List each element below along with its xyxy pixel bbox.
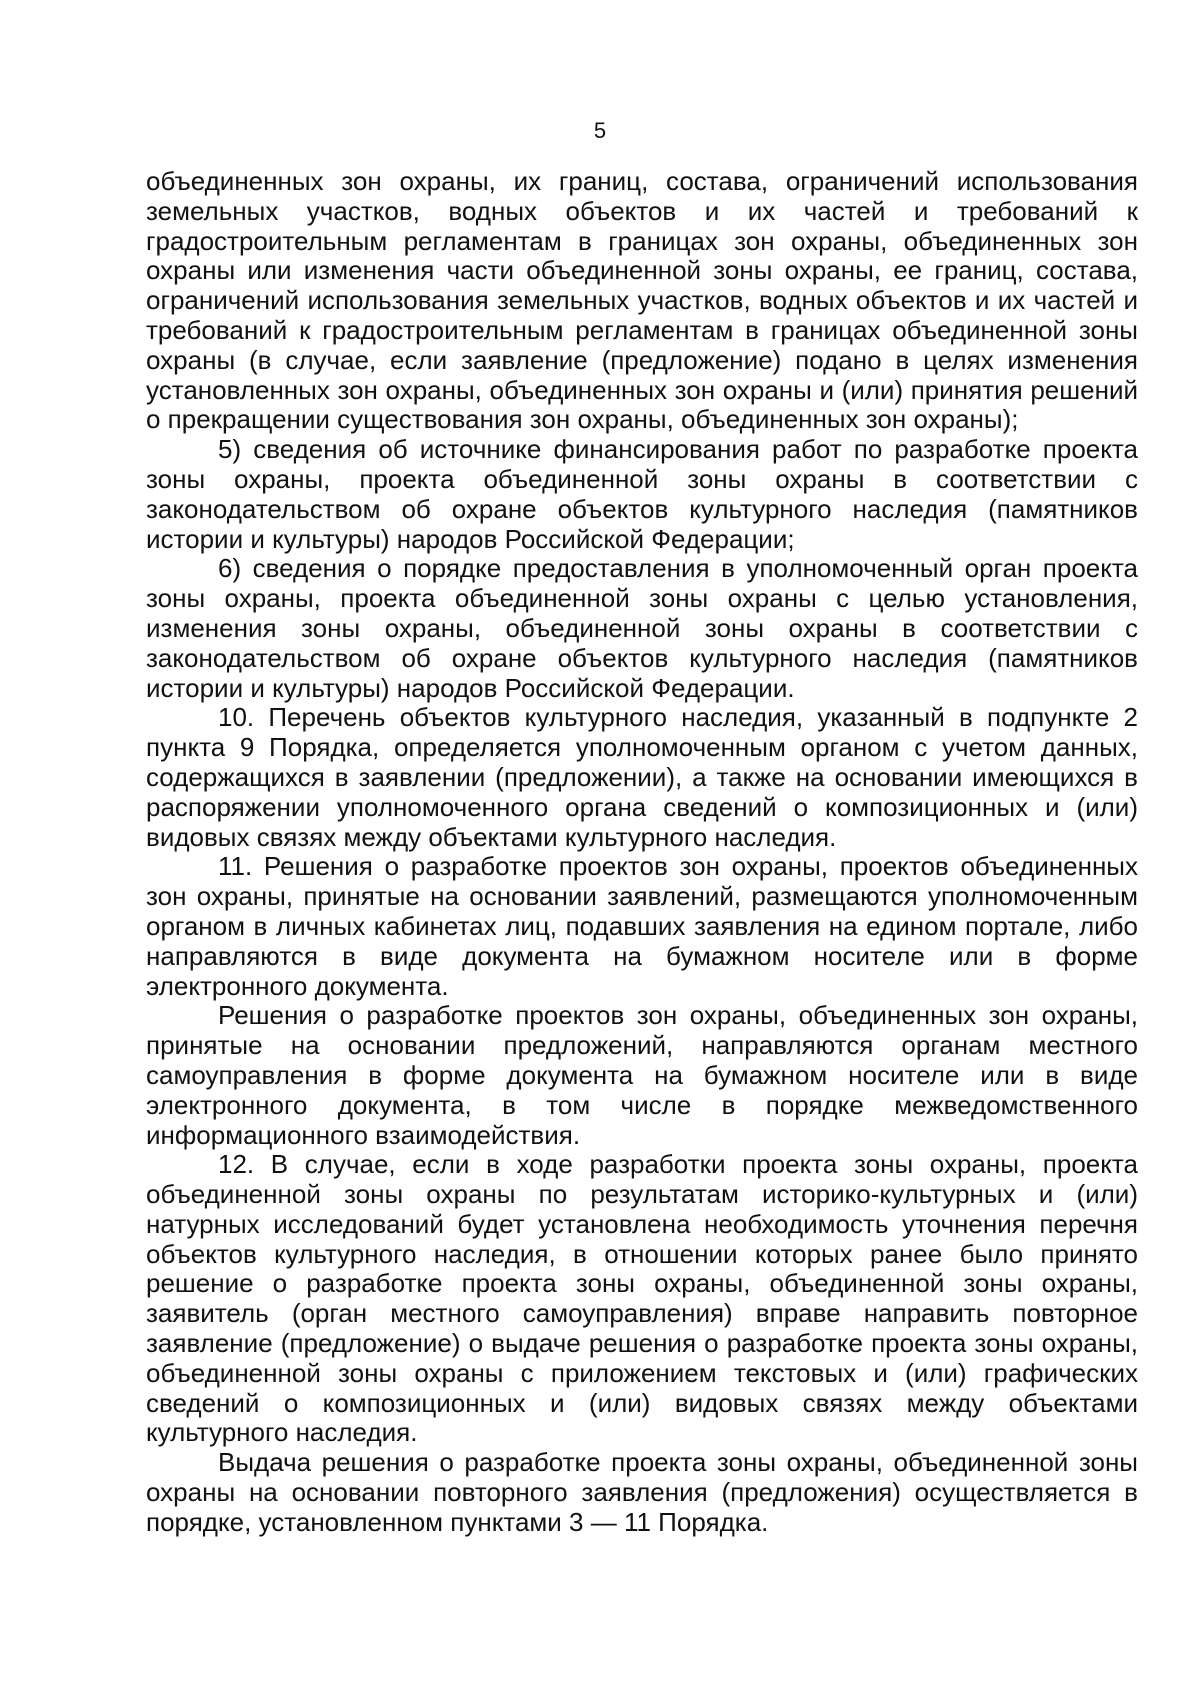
paragraph-item-6: 6) сведения о порядке предоставления в уполномоченный орган проекта зоны охраны, проекта объединенной зоны охраны с целью установления, изменения зоны охраны, объединенной зоны охраны в соответствии с законодательством об охране объектов культурного наследия (памятников истории и культуры) народов Российской Федерации.: [146, 553, 1138, 703]
paragraph-point-12: 12. В случае, если в ходе разработки проекта зоны охраны, проекта объединенной зоны охраны по результатам историко-культурных и (или) натурных исследований будет установлена необходимость уточнения перечня объектов культурного наследия, в отношении которых ранее было принято решение о разработке проекта зоны охраны, объединенной зоны охраны, заявитель (орган местного самоуправления) вправе направить повторное заявление (предложение) о выдаче решения о разработке проекта зоны охраны, объединенной зоны охраны с приложением текстовых и (или) графических сведений о композиционных и (или) видовых связях между объектами культурного наследия.: [146, 1149, 1138, 1448]
paragraph-continuation: объединенных зон охраны, их границ, состава, ограничений использования земельных участков, водных объектов и их частей и требований к градостроительным регламентам в границах зон охраны, объединенных зон охраны или изменения части объединенной зоны охраны, ее границ, состава, ограничений использования земельных участков, водных объектов и их частей и требований к градостроительным регламентам в границах объединенной зоны охраны (в случае, если заявление (предложение) подано в целях изменения установленных зон охраны, объединенных зон охраны и (или) принятия решений о прекращении существования зон охраны, объединенных зон охраны);: [146, 166, 1138, 435]
document-body: [146, 167, 1138, 1538]
paragraph-point-11-continued: Решения о разработке проектов зон охраны, объединенных зон охраны, принятые на основании предложений, направляются органам местного самоуправления в форме документа на бумажном носителе или в виде электронного документа, в том числе в порядке межведомственного информационного взаимодействия.: [146, 1000, 1138, 1150]
paragraph-item-5: 5) сведения об источнике финансирования работ по разработке проекта зоны охраны, проекта объединенной зоны охраны в соответствии с законодательством об охране объектов культурного наследия (памятников истории и культуры) народов Российской Федерации;: [146, 434, 1138, 554]
paragraph-point-10: 10. Перечень объектов культурного наследия, указанный в подпункте 2 пункта 9 Порядка, определяется уполномоченным органом с учетом данных, содержащихся в заявлении (предложении), а также на основании имеющихся в распоряжении уполномоченного органа сведений о композиционных и (или) видовых связях между объектами культурного наследия.: [146, 702, 1138, 852]
page-number: 5: [593, 118, 607, 143]
paragraph-point-12-continued: Выдача решения о разработке проекта зоны охраны, объединенной зоны охраны на основании повторного заявления (предложения) осуществляется в порядке, установленном пунктами 3 — 11 Порядка.: [146, 1447, 1138, 1537]
paragraph-point-11: 11. Решения о разработке проектов зон охраны, проектов объединенных зон охраны, принятые на основании заявлений, размещаются уполномоченным органом в личных кабинетах лиц, подавших заявления на едином портале, либо направляются в виде документа на бумажном носителе или в форме электронного документа.: [146, 851, 1138, 1001]
